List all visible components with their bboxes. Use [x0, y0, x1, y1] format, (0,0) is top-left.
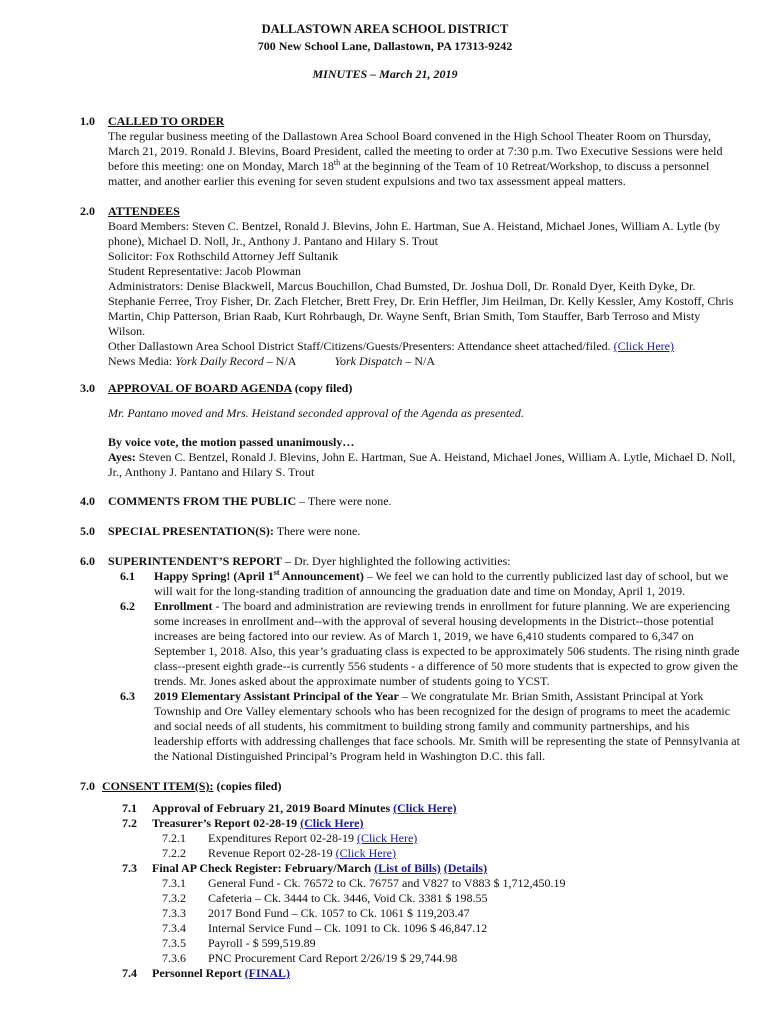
check-register-line: 7.3.2 Cafeteria – Ck. 3444 to Ck. 3446, Void Ck. 3381 $ 198.55 — [162, 891, 488, 905]
list-of-bills-link[interactable]: (List of Bills) — [374, 861, 441, 875]
other-attendees: Other Dallastown Area School District Staff/Citizens/Guests/Presenters: Attendance sheet attached/filed. (Click Here) — [108, 339, 674, 353]
section-superintendent-report — [80, 554, 740, 764]
consent-item: 7.2 Treasurer’s Report 02-28-19 (Click Here) — [122, 816, 364, 830]
report-item: 6.2 Enrollment - The board and administration are reviewing trends in enrollment for future planning. We are experiencing some increases in enrollment and--with the approval of several housing developments in the District--those potential increases are being factored into our review. As of March 1, 2019, we have 6,410 students compared to 6,347 on September 1, 2018. Also, this year’s graduating class is expected to be approximately 506 students. The rising ninth grade class--present eighth grade--is currently 556 students - a difference of 50 more students that is expected to grow given the trends. Mr. Jones asked about the approximate number of students going to YCST. — [120, 599, 740, 688]
section-public-comments — [80, 494, 740, 509]
section-title: APPROVAL OF BOARD AGENDA (copy filed) — [108, 381, 353, 395]
district-name: DALLASTOWN AREA SCHOOL DISTRICT — [261, 22, 509, 36]
section-attendees — [80, 204, 740, 369]
expenditures-report-link[interactable]: (Click Here) — [356, 831, 418, 845]
district-address: 700 New School Lane, Dallastown, PA 17313-9242 — [257, 39, 513, 53]
consent-item: 7.1 Approval of February 21, 2019 Board Minutes (Click Here) — [122, 801, 457, 815]
section-number: 7.0 — [80, 779, 95, 793]
section-title: ATTENDEES — [108, 204, 180, 218]
section-text: There were none. — [273, 524, 361, 538]
personnel-report-link[interactable]: (FINAL) — [244, 966, 290, 980]
section-text: – There were none. — [296, 494, 392, 508]
consent-subitem: 7.2.2 Revenue Report 02-28-19 (Click Here) — [162, 846, 396, 860]
vote-result: By voice vote, the motion passed unanimously… — [108, 435, 355, 449]
attendance-link[interactable]: (Click Here) — [613, 339, 674, 353]
section-consent-items — [80, 779, 740, 981]
board-members: Board Members: Steven C. Bentzel, Ronald J. Blevins, John E. Hartman, Sue A. Heistand, Michael Jones, William A. Lytle (by phone), Michael D. Noll, Jr., Anthony J. Pantano and Hilary S. Trout — [108, 219, 721, 248]
revenue-report-link[interactable]: (Click Here) — [335, 846, 396, 860]
report-item: 6.1 Happy Spring! (April 1st Announcement) – We feel we can hold to the currently publicized last day of school, but we will wait for the long-standing tradition of announcing the graduation date and time on Monday, April 1, 2019. — [120, 568, 729, 598]
check-register-line: 7.3.6 PNC Procurement Card Report 2/26/19 $ 29,744.98 — [162, 951, 458, 965]
section-title: CONSENT ITEM(S): (copies filed) — [102, 779, 282, 793]
news-media: News Media: York Daily Record – N/A York Dispatch – N/A — [108, 354, 436, 368]
motion-text: Mr. Pantano moved and Mrs. Heistand seconded approval of the Agenda as presented. — [108, 406, 524, 420]
consent-subitem: 7.2.1 Expenditures Report 02-28-19 (Click Here) — [162, 831, 418, 845]
check-register-line: 7.3.3 2017 Bond Fund – Ck. 1057 to Ck. 1061 $ 119,203.47 — [162, 906, 470, 920]
section-title: COMMENTS FROM THE PUBLIC — [108, 494, 297, 508]
section-text: The regular business meeting of the Dallastown Area School Board convened in the High School Theater Room on Thursday, March 21, 2019. Ronald J. Blevins, Board President, called the meeting to order at 7:30 p.m. Two Executive Sessions were held before this meeting: one on Monday, March 18th at the beginning of the Team of 10 Retreat/Workshop, to discuss a personnel matter, and another earlier this evening for seven student expulsions and two tax assessment appeal matters. — [108, 129, 723, 188]
details-link[interactable]: (Details) — [443, 861, 488, 875]
section-number: 3.0 — [80, 381, 95, 395]
minutes-date: MINUTES – March 21, 2019 — [312, 67, 458, 81]
consent-item: 7.4 Personnel Report (FINAL) — [122, 966, 290, 980]
section-title: SPECIAL PRESENTATION(S): — [108, 524, 274, 538]
section-title: SUPERINTENDENT’S REPORT – Dr. Dyer highlighted the following activities: — [108, 554, 511, 568]
report-item: 6.3 2019 Elementary Assistant Principal of the Year – We congratulate Mr. Brian Smith, Assistant Principal at York Township and Ore Valley elementary schools who has been recognized for the design of programs to meet the academic and social needs of all students, his commitment to building strong family and community partnerships, and his leadership efforts with addressing challenges that face schools. Mr. Smith will be representing the state of Pennsylvania at the National Distinguished Principal’s Program held in Washington D.C. this fall. — [120, 689, 740, 763]
check-register-line: 7.3.5 Payroll - $ 599,519.89 — [162, 936, 316, 950]
treasurer-report-link[interactable]: (Click Here) — [300, 816, 364, 830]
check-register-line: 7.3.4 Internal Service Fund – Ck. 1091 to Ck. 1096 $ 46,847.12 — [162, 921, 488, 935]
section-title: CALLED TO ORDER — [108, 114, 225, 128]
section-number: 1.0 — [80, 114, 95, 128]
administrators: Administrators: Denise Blackwell, Marcus Bouchillon, Chad Bumsted, Dr. Joshua Doll, Dr. Ronald Dyer, Keith Dyke, Dr. Stephanie Ferree, Troy Fisher, Dr. Zach Fletcher, Brett Frey, Dr. Erin Heffler, Jim Heilman, Dr. Kelly Kessler, Amy Kostoff, Chris Martin, Chip Patterson, Brian Raab, Kurt Rohrbaugh, Dr. Wayne Senft, Brian Smith, Tom Stauffer, Barb Terroso and Misty Wilson. — [108, 279, 734, 338]
section-number: 6.0 — [80, 554, 95, 568]
solicitor: Solicitor: Fox Rothschild Attorney Jeff Sultanik — [108, 249, 339, 263]
section-number: 4.0 — [80, 494, 95, 508]
section-special-presentations — [80, 524, 740, 539]
consent-item: 7.3 Final AP Check Register: February/March (List of Bills) (Details) — [122, 861, 488, 875]
section-number: 5.0 — [80, 524, 95, 538]
section-called-to-order — [80, 114, 740, 189]
minutes-link[interactable]: (Click Here) — [393, 801, 457, 815]
section-agenda — [80, 381, 740, 480]
section-number: 2.0 — [80, 204, 95, 218]
check-register-line: 7.3.1 General Fund - Ck. 76572 to Ck. 76757 and V827 to V883 $ 1,712,450.19 — [162, 876, 566, 890]
ayes-list: Ayes: Steven C. Bentzel, Ronald J. Blevins, John E. Hartman, Sue A. Heistand, Michael Jones, William A. Lytle, Michael D. Noll, Jr., Anthony J. Pantano and Hilary S. Trout — [108, 450, 736, 479]
student-representative: Student Representative: Jacob Plowman — [108, 264, 301, 278]
